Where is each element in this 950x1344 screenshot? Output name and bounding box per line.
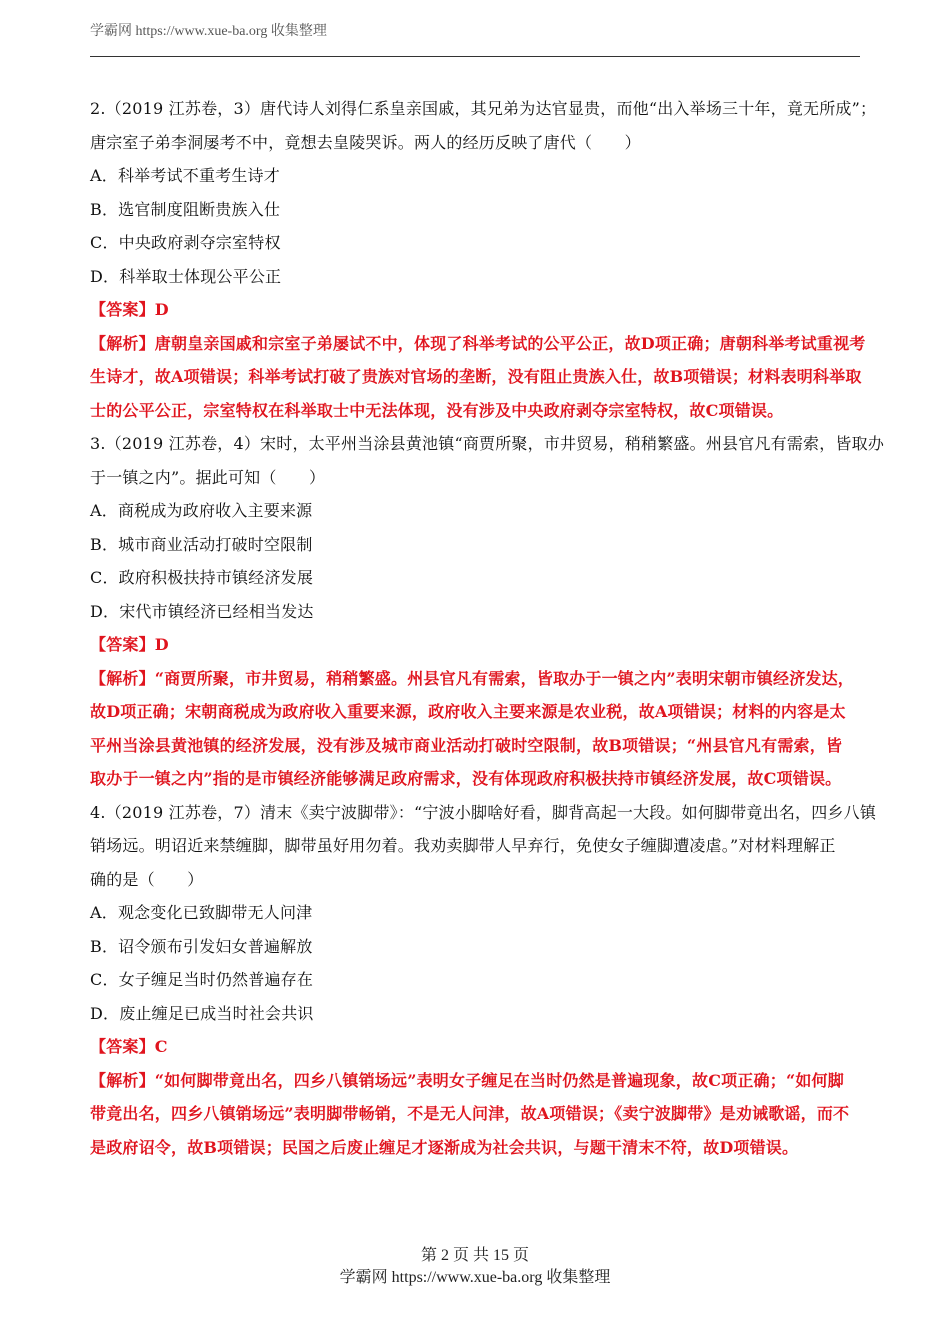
- analysis-line: 士的公平公正，宗室特权在科举取士中无法体现，没有涉及中央政府剥夺宗室特权，故C项错误。: [90, 400, 784, 420]
- option-c: C．女子缠足当时仍然普遍存在: [90, 970, 314, 989]
- option-d: D．宋代市镇经济已经相当发达: [90, 601, 314, 621]
- option-b: B．城市商业活动打破时空限制: [90, 534, 313, 554]
- question-stem-line: 于一镇之内”。据此可知（ ）: [90, 467, 326, 487]
- answer-label: 【答案】D: [90, 635, 169, 654]
- analysis-line: 取办于一镇之内”指的是市镇经济能够满足政府需求，没有体现政府积极扶持市镇经济发展，故C项错误。: [90, 769, 842, 788]
- answer-label: 【答案】D: [90, 300, 169, 319]
- option-c: C．中央政府剥夺宗室特权: [90, 233, 281, 252]
- analysis-line: 【解析】“商贾所聚，市井贸易，稍稍繁盛。州县官凡有需索，皆取办于一镇之内”表明宋朝市镇经济发达，: [90, 668, 855, 688]
- option-c: C．政府积极扶持市镇经济发展: [90, 568, 314, 587]
- option-d: D．科举取士体现公平公正: [90, 266, 282, 286]
- analysis-line: 【解析】唐朝皇亲国戚和宗室子弟屡试不中，体现了科举考试的公平公正，故D项正确；唐朝科举考试重视考: [90, 333, 866, 353]
- document-body: [90, 92, 885, 1164]
- option-b: B．选官制度阻断贵族入仕: [90, 199, 281, 219]
- question-stem-line: 唐宗室子弟李洞屡考不中，竟想去皇陵哭诉。两人的经历反映了唐代（ ）: [90, 132, 641, 152]
- option-a: A．商税成为政府收入主要来源: [90, 501, 313, 520]
- question-block: [90, 796, 877, 1165]
- question-stem-line: 确的是（ ）: [90, 869, 204, 889]
- page-footer: 学霸网 https://www.xue-ba.org 收集整理: [339, 1269, 611, 1286]
- answer-label: 【答案】C: [90, 1037, 168, 1056]
- question-block: [90, 92, 877, 427]
- header-divider: [90, 56, 860, 57]
- option-a: A．科举考试不重考生诗才: [90, 166, 280, 185]
- page-header: 学霸网 https://www.xue-ba.org 收集整理: [90, 24, 327, 39]
- option-b: B．诏令颁布引发妇女普遍解放: [90, 936, 313, 956]
- option-d: D．废止缠足已成当时社会共识: [90, 1003, 314, 1023]
- analysis-line: 生诗才，故A项错误；科举考试打破了贵族对官场的垄断，没有阻止贵族入仕，故B项错误；材料表明科举取: [90, 367, 862, 386]
- analysis-line: 【解析】“如何脚带竟出名，四乡八镇销场远”表明女子缠足在当时仍然是普遍现象，故C项正确；“如何脚: [90, 1070, 844, 1090]
- option-a: A．观念变化已致脚带无人问津: [90, 903, 313, 922]
- question-block: [90, 427, 885, 796]
- page-number: 第 2 页 共 15 页: [420, 1247, 529, 1264]
- question-stem-line: 销场远。明诏近来禁缠脚，脚带虽好用勿着。我劝卖脚带人早弃行，免使女子缠脚遭凌虐。”对材料理解正: [90, 836, 836, 855]
- question-stem-line: 4.（2019 江苏卷，7）清末《卖宁波脚带》：“宁波小脚啥好看，脚背高起一大段。如何脚带竟出名，四乡八镇: [90, 802, 877, 822]
- question-stem-line: 3.（2019 江苏卷，4）宋时，太平州当涂县黄池镇“商贾所聚，市井贸易，稍稍繁盛。州县官凡有需索，皆取办: [90, 434, 885, 453]
- analysis-line: 带竟出名，四乡八镇销场远”表明脚带畅销，不是无人问津，故A项错误；《卖宁波脚带》是劝诫歌谣，而不: [90, 1104, 850, 1123]
- analysis-line: 是政府诏令，故B项错误；民国之后废止缠足才逐渐成为社会共识，与题干清末不符，故D项错误。: [90, 1137, 799, 1157]
- analysis-line: 故D项正确；宋朝商税成为政府收入重要来源，政府收入主要来源是农业税，故A项错误；材料的内容是太: [90, 702, 846, 721]
- analysis-line: 平州当涂县黄池镇的经济发展，没有涉及城市商业活动打破时空限制，故B项错误；“州县官凡有需索，皆: [90, 735, 843, 755]
- question-stem-line: 2.（2019 江苏卷，3）唐代诗人刘得仁系皇亲国戚，其兄弟为达官显贵，而他“出入举场三十年，竟无所成”；: [90, 99, 877, 118]
